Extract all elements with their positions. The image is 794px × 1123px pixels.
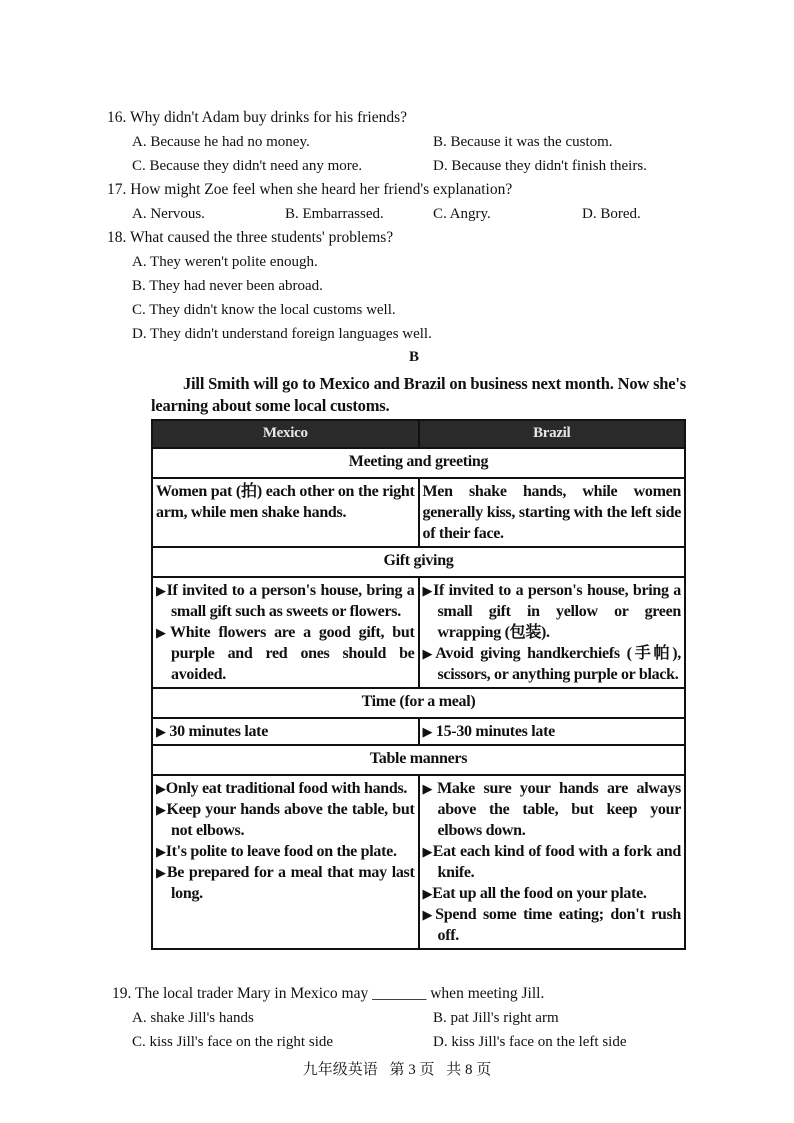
category-time-for-meal: Time (for a meal): [152, 688, 685, 718]
footer-total-pages: 共 8 页: [446, 1062, 492, 1078]
list-item: ▶Be prepared for a meal that may last long.: [156, 864, 415, 902]
question-18-stem: 18. What caused the three students' problems?: [107, 229, 394, 246]
list-item: ▶Eat up all the food on your plate.: [422, 885, 647, 902]
brazil-manners-cell: [419, 775, 686, 949]
q19-option-a[interactable]: A. shake Jill's hands: [132, 1010, 254, 1026]
q19-option-b[interactable]: B. pat Jill's right arm: [433, 1010, 559, 1026]
arrow-bullet-icon: ▶: [156, 802, 167, 817]
list-item: ▶Spend some time eating; don't rush off.: [422, 906, 681, 944]
table-row: [152, 478, 685, 547]
customs-table: [151, 419, 686, 950]
q18-option-b[interactable]: B. They had never been abroad.: [132, 278, 323, 294]
list-item: ▶Avoid giving handkerchiefs (手帕), scissors, or anything purple or black.: [422, 645, 681, 683]
table-row: [152, 577, 685, 688]
question-19-stem: 19. The local trader Mary in Mexico may _______ when meeting Jill.: [112, 985, 545, 1002]
q17-option-a[interactable]: A. Nervous.: [132, 206, 205, 222]
list-item: ▶Make sure your hands are always above the table, but keep your elbows down.: [422, 780, 681, 839]
list-item: ▶Keep your hands above the table, but not elbows.: [156, 801, 415, 839]
arrow-bullet-icon: ▶: [422, 844, 433, 859]
footer-subject: 九年级英语: [302, 1062, 378, 1078]
q18-option-d[interactable]: D. They didn't understand foreign languages well.: [132, 326, 432, 342]
q17-option-d[interactable]: D. Bored.: [582, 206, 641, 222]
arrow-bullet-icon: ▶: [422, 907, 436, 922]
page-footer: [0, 1058, 794, 1079]
table-header-row: [152, 420, 685, 448]
mexico-meeting-cell: Women pat (拍) each other on the right arm, while men shake hands.: [152, 478, 419, 547]
arrow-bullet-icon: ▶: [422, 646, 436, 661]
column-header-brazil: Brazil: [419, 420, 686, 448]
q16-option-b[interactable]: B. Because it was the custom.: [433, 134, 613, 150]
mexico-time-cell: ▶ 30 minutes late: [152, 718, 419, 745]
q16-option-a[interactable]: A. Because he had no money.: [132, 134, 310, 150]
q19-option-c[interactable]: C. kiss Jill's face on the right side: [132, 1034, 334, 1050]
list-item: ▶If invited to a person's house, bring a small gift in yellow or green wrapping (包装).: [422, 582, 681, 641]
arrow-bullet-icon: ▶: [156, 583, 167, 598]
table-row: [152, 775, 685, 949]
arrow-bullet-icon: ▶: [156, 865, 167, 880]
arrow-bullet-icon: ▶: [156, 625, 171, 640]
q19-option-d[interactable]: D. kiss Jill's face on the left side: [433, 1034, 627, 1050]
q17-option-b[interactable]: B. Embarrassed.: [285, 206, 384, 222]
category-meeting-greeting: Meeting and greeting: [152, 448, 685, 478]
brazil-gift-cell: [419, 577, 686, 688]
list-item: ▶If invited to a person's house, bring a small gift such as sweets or flowers.: [156, 582, 415, 620]
q18-option-c[interactable]: C. They didn't know the local customs well.: [132, 302, 396, 318]
question-16-stem: 16. Why didn't Adam buy drinks for his friends?: [107, 109, 407, 126]
column-header-mexico: Mexico: [152, 420, 419, 448]
question-17-stem: 17. How might Zoe feel when she heard her friend's explanation?: [107, 181, 513, 198]
list-item: ▶White flowers are a good gift, but purple and red ones should be avoided.: [156, 624, 415, 683]
arrow-bullet-icon: ▶: [422, 886, 433, 901]
arrow-bullet-icon: ▶: [156, 781, 166, 796]
q17-option-c[interactable]: C. Angry.: [433, 206, 491, 222]
section-letter: B: [409, 349, 420, 365]
mexico-manners-cell: [152, 775, 419, 949]
q16-option-c[interactable]: C. Because they didn't need any more.: [132, 158, 363, 174]
arrow-bullet-icon: ▶: [422, 781, 438, 796]
arrow-bullet-icon: ▶: [422, 583, 434, 598]
arrow-bullet-icon: ▶: [422, 724, 433, 739]
arrow-bullet-icon: ▶: [156, 724, 166, 739]
brazil-time-cell: ▶ 15-30 minutes late: [419, 718, 686, 745]
category-gift-giving: Gift giving: [152, 547, 685, 577]
category-table-manners: Table manners: [152, 745, 685, 775]
list-item: ▶Only eat traditional food with hands.: [156, 780, 408, 797]
mexico-gift-cell: [152, 577, 419, 688]
arrow-bullet-icon: ▶: [156, 844, 166, 859]
list-item: ▶Eat each kind of food with a fork and knife.: [422, 843, 681, 881]
q18-option-a[interactable]: A. They weren't polite enough.: [132, 254, 318, 270]
footer-page-number: 第 3 页: [389, 1062, 435, 1078]
section-intro: Jill Smith will go to Mexico and Brazil on business next month. Now she's learning about some local customs.: [151, 374, 686, 415]
brazil-meeting-cell: Men shake hands, while women generally kiss, starting with the left side of their face.: [419, 478, 686, 547]
table-row: [152, 718, 685, 745]
list-item: ▶It's polite to leave food on the plate.: [156, 843, 397, 860]
q16-option-d[interactable]: D. Because they didn't finish theirs.: [433, 158, 647, 174]
